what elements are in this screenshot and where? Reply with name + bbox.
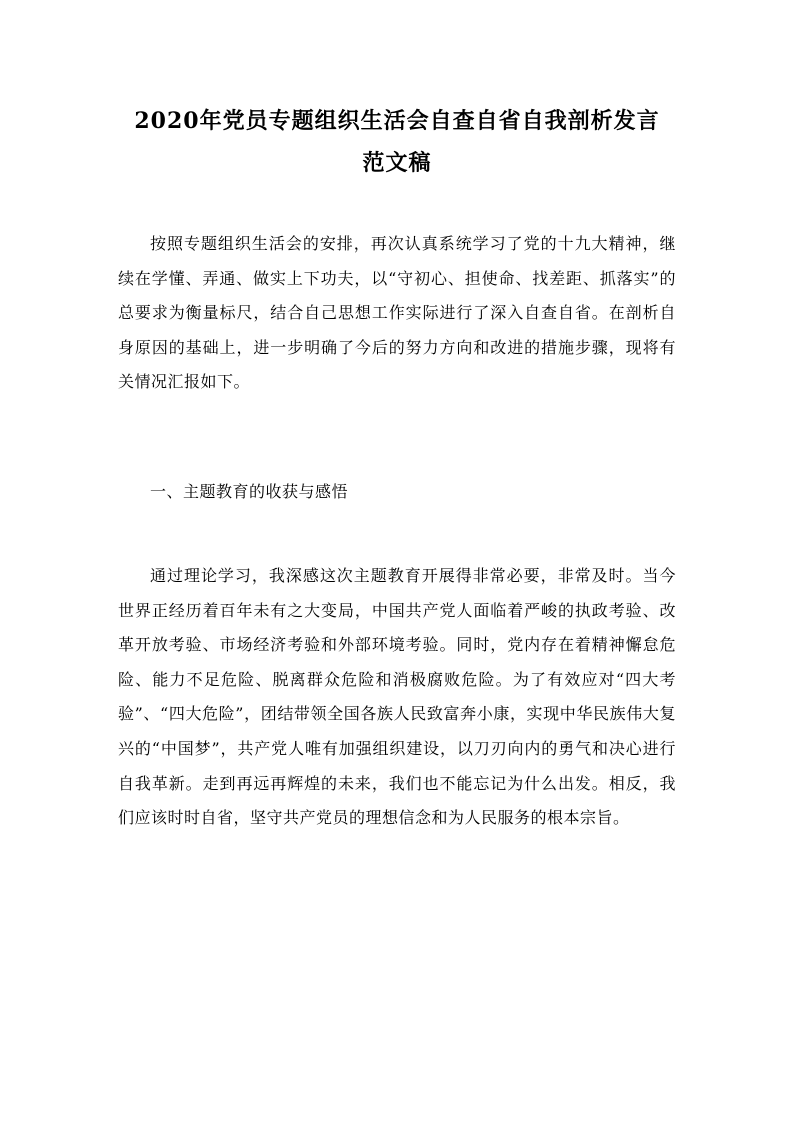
document-title-line-2: 范文稿 bbox=[362, 150, 432, 176]
section-paragraph: 通过理论学习，我深感这次主题教育开展得非常必要，非常及时。当今世界正经历着百年未有之大变局，中国共产党人面临着严峻的执政考验、改革开放考验、市场经济考验和外部环境考验。同时，党内存在着精神懈怠危险、能力不足危险、脱离群众危险和消极腐败危险。为了有效应对“四大考验”、“四大危险”，团结带领全国各族人民致富奔小康，实现中华民族伟大复兴的“中国梦”，共产党人唯有加强组织建设，以刀刃向内的勇气和决心进行自我革新。走到再远再辉煌的未来，我们也不能忘记为什么出发。相反，我们应该时时自省，坚守共产党员的理想信念和为人民服务的根本宗旨。 bbox=[118, 566, 676, 828]
document-title-line-1: 2020年党员专题组织生活会自查自省自我剖析发言 bbox=[134, 108, 660, 134]
intro-paragraph: 按照专题组织生活会的安排，再次认真系统学习了党的十九大精神，继续在学懂、弄通、做实上下功夫，以“守初心、担使命、找差距、抓落实”的总要求为衡量标尺，结合自己思想工作实际进行了深入自查自省。在剖析自身原因的基础上，进一步明确了今后的努力方向和改进的措施步骤，现将有关情况汇报如下。 bbox=[118, 234, 676, 392]
section-heading: 一、主题教育的收获与感悟 bbox=[150, 482, 349, 501]
